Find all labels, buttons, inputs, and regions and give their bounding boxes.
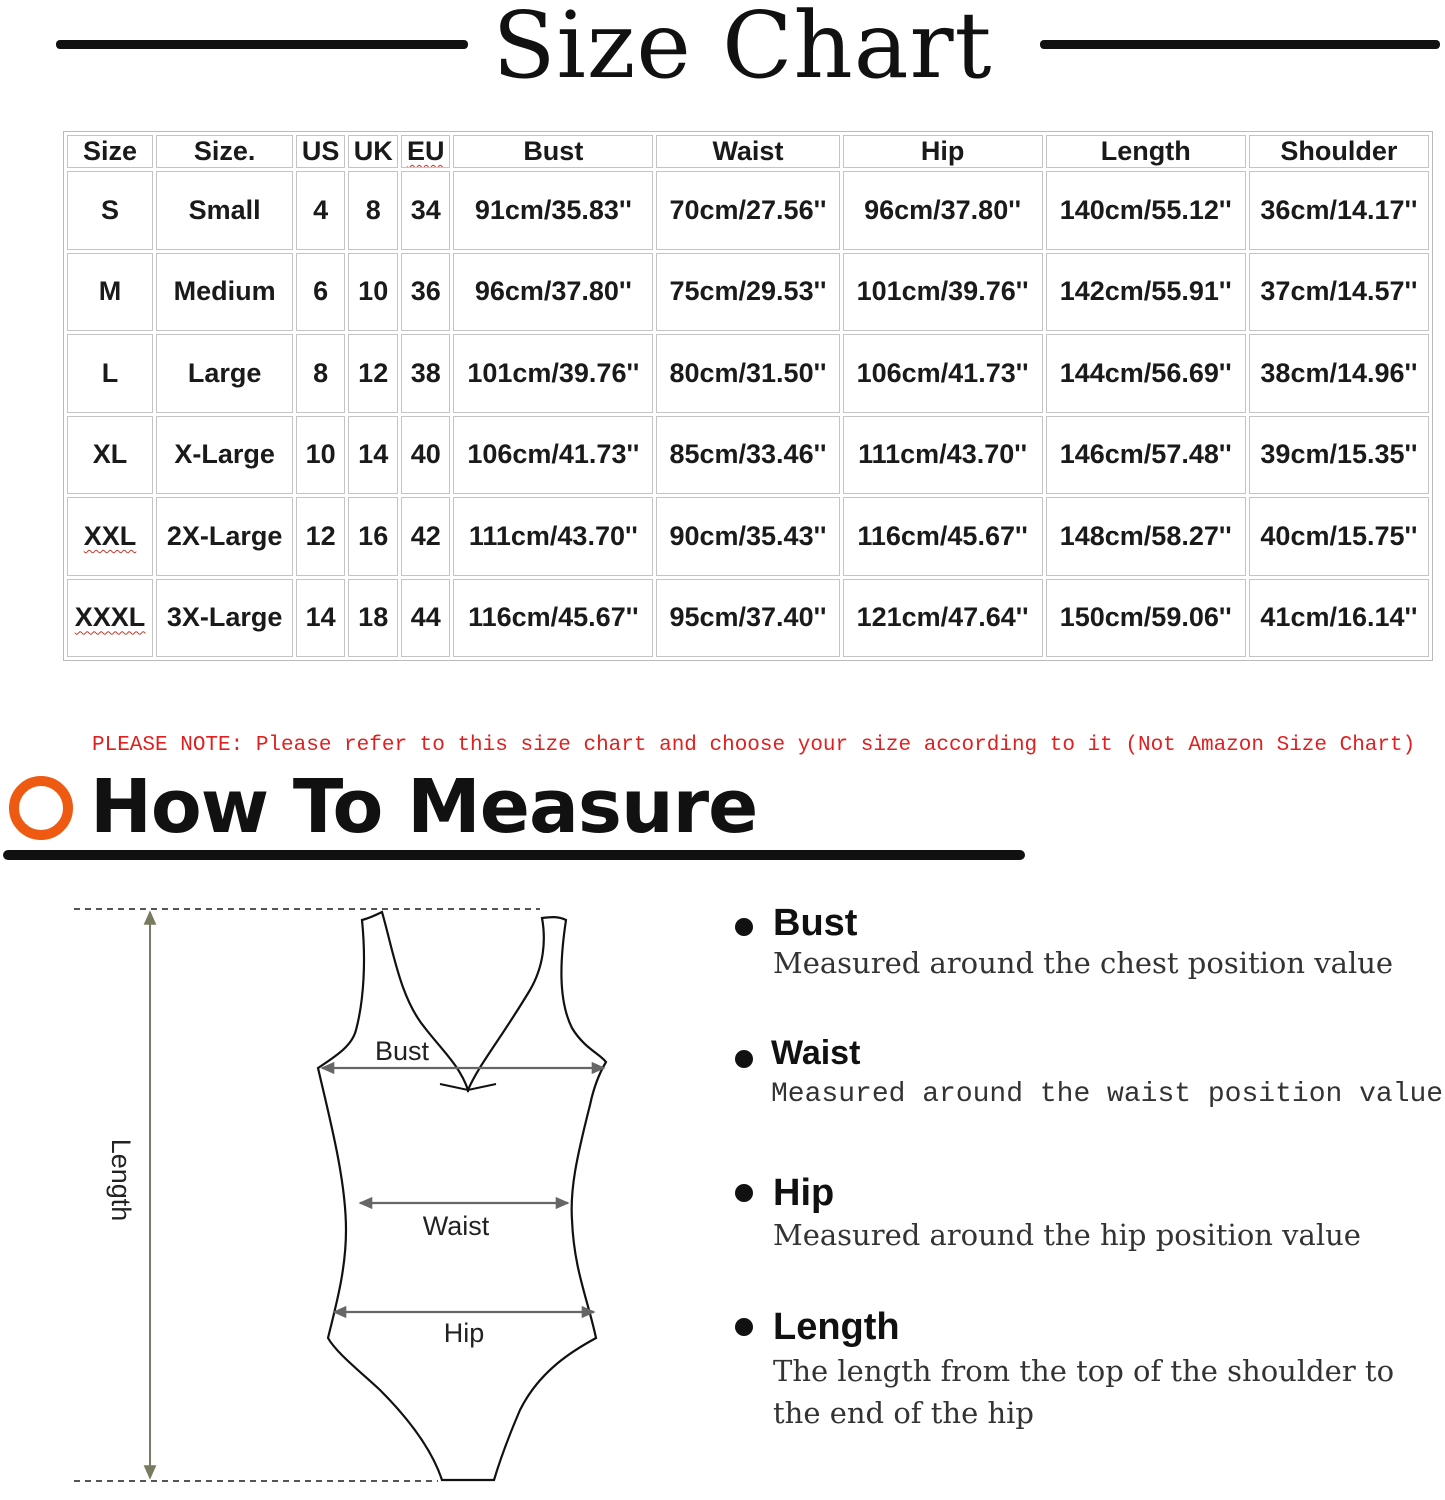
bullet-icon xyxy=(735,1050,753,1068)
table-cell: 140cm/55.12'' xyxy=(1046,171,1246,250)
table-cell: 42 xyxy=(401,497,450,576)
measure-item-desc: the end of the hip xyxy=(773,1396,1034,1430)
table-cell: 41cm/16.14'' xyxy=(1249,579,1429,658)
table-cell: 44 xyxy=(401,579,450,658)
bust-label: Bust xyxy=(374,1036,430,1066)
table-cell: 4 xyxy=(296,171,345,250)
table-cell: 10 xyxy=(348,253,398,332)
table-cell: 6 xyxy=(296,253,345,332)
table-cell: 2X-Large xyxy=(156,497,293,576)
table-cell: 16 xyxy=(348,497,398,576)
how-to-measure-divider xyxy=(3,850,1025,860)
table-row xyxy=(67,579,1429,658)
table-header-row xyxy=(67,135,1429,168)
header-us: US xyxy=(296,135,345,168)
table-cell: 106cm/41.73'' xyxy=(453,416,653,495)
table-cell: 144cm/56.69'' xyxy=(1046,334,1246,413)
table-cell: 148cm/58.27'' xyxy=(1046,497,1246,576)
table-cell: 85cm/33.46'' xyxy=(656,416,839,495)
page-title: Size Chart xyxy=(492,0,993,99)
table-row xyxy=(67,334,1429,413)
header-shoulder: Shoulder xyxy=(1249,135,1429,168)
table-cell: 40 xyxy=(401,416,450,495)
table-cell: 12 xyxy=(348,334,398,413)
table-cell: 101cm/39.76'' xyxy=(453,334,653,413)
size-chart-header xyxy=(0,0,1445,100)
table-cell: 121cm/47.64'' xyxy=(843,579,1043,658)
measure-item-title: Waist xyxy=(771,1034,861,1072)
table-cell: X-Large xyxy=(156,416,293,495)
measure-item-desc: Measured around the hip position value xyxy=(773,1218,1361,1252)
bullet-icon xyxy=(735,1184,753,1202)
table-cell: XXXL xyxy=(67,579,153,658)
table-cell: 8 xyxy=(348,171,398,250)
table-cell: L xyxy=(67,334,153,413)
header-uk: UK xyxy=(348,135,398,168)
table-cell: 38cm/14.96'' xyxy=(1249,334,1429,413)
table-cell: 12 xyxy=(296,497,345,576)
table-cell: 18 xyxy=(348,579,398,658)
table-cell: 70cm/27.56'' xyxy=(656,171,839,250)
header-length: Length xyxy=(1046,135,1246,168)
table-cell: 38 xyxy=(401,334,450,413)
header-hip: Hip xyxy=(843,135,1043,168)
table-cell: 95cm/37.40'' xyxy=(656,579,839,658)
table-cell: 90cm/35.43'' xyxy=(656,497,839,576)
table-cell: 34 xyxy=(401,171,450,250)
table-cell: 96cm/37.80'' xyxy=(453,253,653,332)
table-cell: M xyxy=(67,253,153,332)
bullet-icon xyxy=(735,1318,753,1336)
measure-item-title: Length xyxy=(773,1306,900,1348)
table-row xyxy=(67,253,1429,332)
table-row xyxy=(67,497,1429,576)
measure-item-title: Hip xyxy=(773,1172,835,1214)
hip-label: Hip xyxy=(443,1318,485,1348)
table-cell: 14 xyxy=(348,416,398,495)
table-cell: 116cm/45.67'' xyxy=(843,497,1043,576)
table-cell: 36cm/14.17'' xyxy=(1249,171,1429,250)
size-note: PLEASE NOTE: Please refer to this size chart and choose your size according to it (Not Amazon Size Chart) xyxy=(92,734,1416,757)
table-row xyxy=(67,171,1429,250)
table-cell: XL xyxy=(67,416,153,495)
table-cell: 91cm/35.83'' xyxy=(453,171,653,250)
table-cell: XXL xyxy=(67,497,153,576)
table-cell: 14 xyxy=(296,579,345,658)
table-cell: 106cm/41.73'' xyxy=(843,334,1043,413)
table-row xyxy=(67,416,1429,495)
title-divider-right xyxy=(1040,40,1440,49)
table-cell: 150cm/59.06'' xyxy=(1046,579,1246,658)
table-cell: Large xyxy=(156,334,293,413)
table-cell: 3X-Large xyxy=(156,579,293,658)
table-cell: 111cm/43.70'' xyxy=(453,497,653,576)
table-cell: Small xyxy=(156,171,293,250)
table-cell: 10 xyxy=(296,416,345,495)
table-body xyxy=(67,171,1429,657)
header-size-name: Size. xyxy=(156,135,293,168)
table-cell: 37cm/14.57'' xyxy=(1249,253,1429,332)
measure-item-desc: The length from the top of the shoulder to xyxy=(773,1354,1395,1388)
table-cell: Medium xyxy=(156,253,293,332)
table-cell: 101cm/39.76'' xyxy=(843,253,1043,332)
table-cell: S xyxy=(67,171,153,250)
table-cell: 40cm/15.75'' xyxy=(1249,497,1429,576)
size-table xyxy=(63,131,1433,661)
table-cell: 75cm/29.53'' xyxy=(656,253,839,332)
header-waist: Waist xyxy=(656,135,839,168)
bullet-icon xyxy=(735,918,753,936)
measure-item-desc: Measured around the chest position value xyxy=(773,946,1394,980)
how-to-measure-title: How To Measure xyxy=(90,764,758,850)
table-cell: 36 xyxy=(401,253,450,332)
circle-ring-icon xyxy=(9,776,73,840)
measure-item-desc: Measured around the waist position value xyxy=(771,1079,1444,1110)
table-cell: 111cm/43.70'' xyxy=(843,416,1043,495)
title-divider-left xyxy=(56,40,468,49)
header-size: Size xyxy=(67,135,153,168)
table-cell: 80cm/31.50'' xyxy=(656,334,839,413)
table-cell: 8 xyxy=(296,334,345,413)
waist-label: Waist xyxy=(422,1211,490,1241)
table-cell: 146cm/57.48'' xyxy=(1046,416,1246,495)
measure-item-title: Bust xyxy=(773,902,858,944)
table-cell: 39cm/15.35'' xyxy=(1249,416,1429,495)
header-bust: Bust xyxy=(453,135,653,168)
table-cell: 142cm/55.91'' xyxy=(1046,253,1246,332)
table-cell: 116cm/45.67'' xyxy=(453,579,653,658)
measurement-diagram xyxy=(60,890,660,1495)
length-label: Length xyxy=(106,1138,136,1222)
table-cell: 96cm/37.80'' xyxy=(843,171,1043,250)
header-eu: EU xyxy=(401,135,450,168)
